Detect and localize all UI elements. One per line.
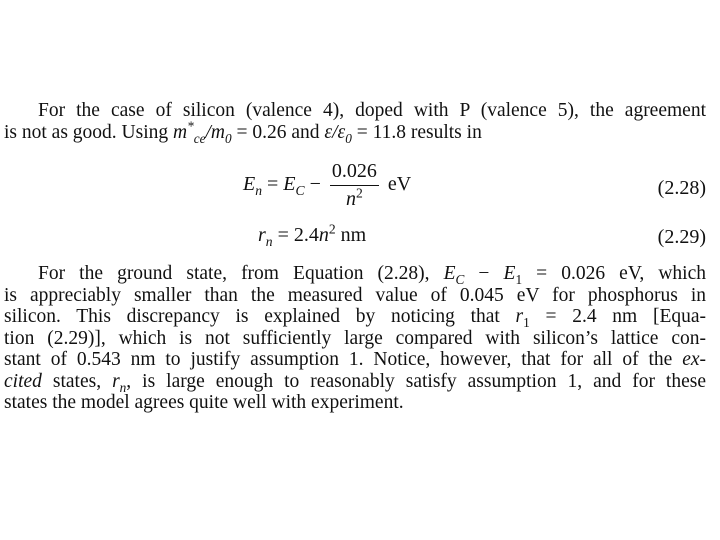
permittivity-ratio-value: = 11.8	[356, 121, 406, 143]
mass-ratio-value: = 0.26	[236, 121, 287, 143]
discussion-line-5-italic: ex-	[682, 349, 707, 370]
discussion-line-2: is appreciably smaller than the measured value of 0.045 eV for phosphorus in	[4, 284, 706, 306]
excited-state-radius: $r_n$	[112, 370, 127, 395]
discussion-line-3	[4, 306, 706, 328]
fraction-denominator: $n^2$	[345, 185, 363, 210]
intro-line-1: For the case of silicon (valence 4), doped with P (valence 5), the agreement	[38, 100, 706, 121]
fraction-numerator: 0.026	[330, 160, 379, 186]
discussion-line-7: states the model agrees quite well with experiment.	[4, 392, 404, 413]
discussion-line-4: tion (2.29)], which is not sufficiently large compared with silicon’s lattice con-	[4, 327, 706, 349]
discussion-line-1	[4, 263, 706, 285]
discussion-line-1-start: For the ground state, from Equation (2.28),	[38, 263, 430, 284]
discussion-line-6-end: , is large enough to reasonably satisfy assumption 1, and for these	[126, 370, 706, 392]
discussion-line-6-states: states,	[52, 370, 102, 392]
discussion-line-5-start: stant of 0.543 nm to justify assumption 1. Notice, however, that for all of the	[4, 349, 673, 370]
intro-paragraph	[4, 100, 706, 146]
discussion-line-1-end: which	[658, 263, 706, 284]
ground-state-radius: $r_1 = 2.4$ nm	[515, 306, 638, 330]
intro-line-2-and: and	[291, 121, 320, 143]
discussion-line-3-end: [Equa-	[652, 306, 707, 327]
ground-state-energy-diff: $E_C - E_1 = 0.026$ eV,	[443, 263, 645, 287]
intro-line-2-end: results in	[410, 121, 482, 143]
intro-line-2-start: is not as good. Using	[4, 121, 169, 143]
discussion-line-5	[4, 349, 706, 371]
mass-ratio-expression: $m^*_{ce}/m_0$	[173, 118, 232, 146]
discussion-line-6	[4, 371, 706, 393]
energy-fraction	[330, 160, 379, 211]
equation-number-2-29: (2.29)	[657, 226, 706, 248]
energy-unit: eV	[387, 173, 412, 196]
intro-line-2	[4, 118, 706, 146]
discussion-line-3-start: silicon. This discrepancy is explained by noticing that	[4, 306, 500, 327]
discussion-paragraph	[4, 263, 706, 414]
equation-number-2-28: (2.28)	[657, 177, 706, 199]
discussion-line-6-italic: cited	[4, 370, 42, 392]
equation-2-28: $E_n = E_C$ − $\frac{0.026}{n^2}$ eV	[243, 160, 412, 210]
equation-2-29: $r_n = 2.4n^2$ nm	[258, 221, 367, 249]
permittivity-ratio-expression: $\varepsilon/\varepsilon_0$	[324, 121, 352, 146]
